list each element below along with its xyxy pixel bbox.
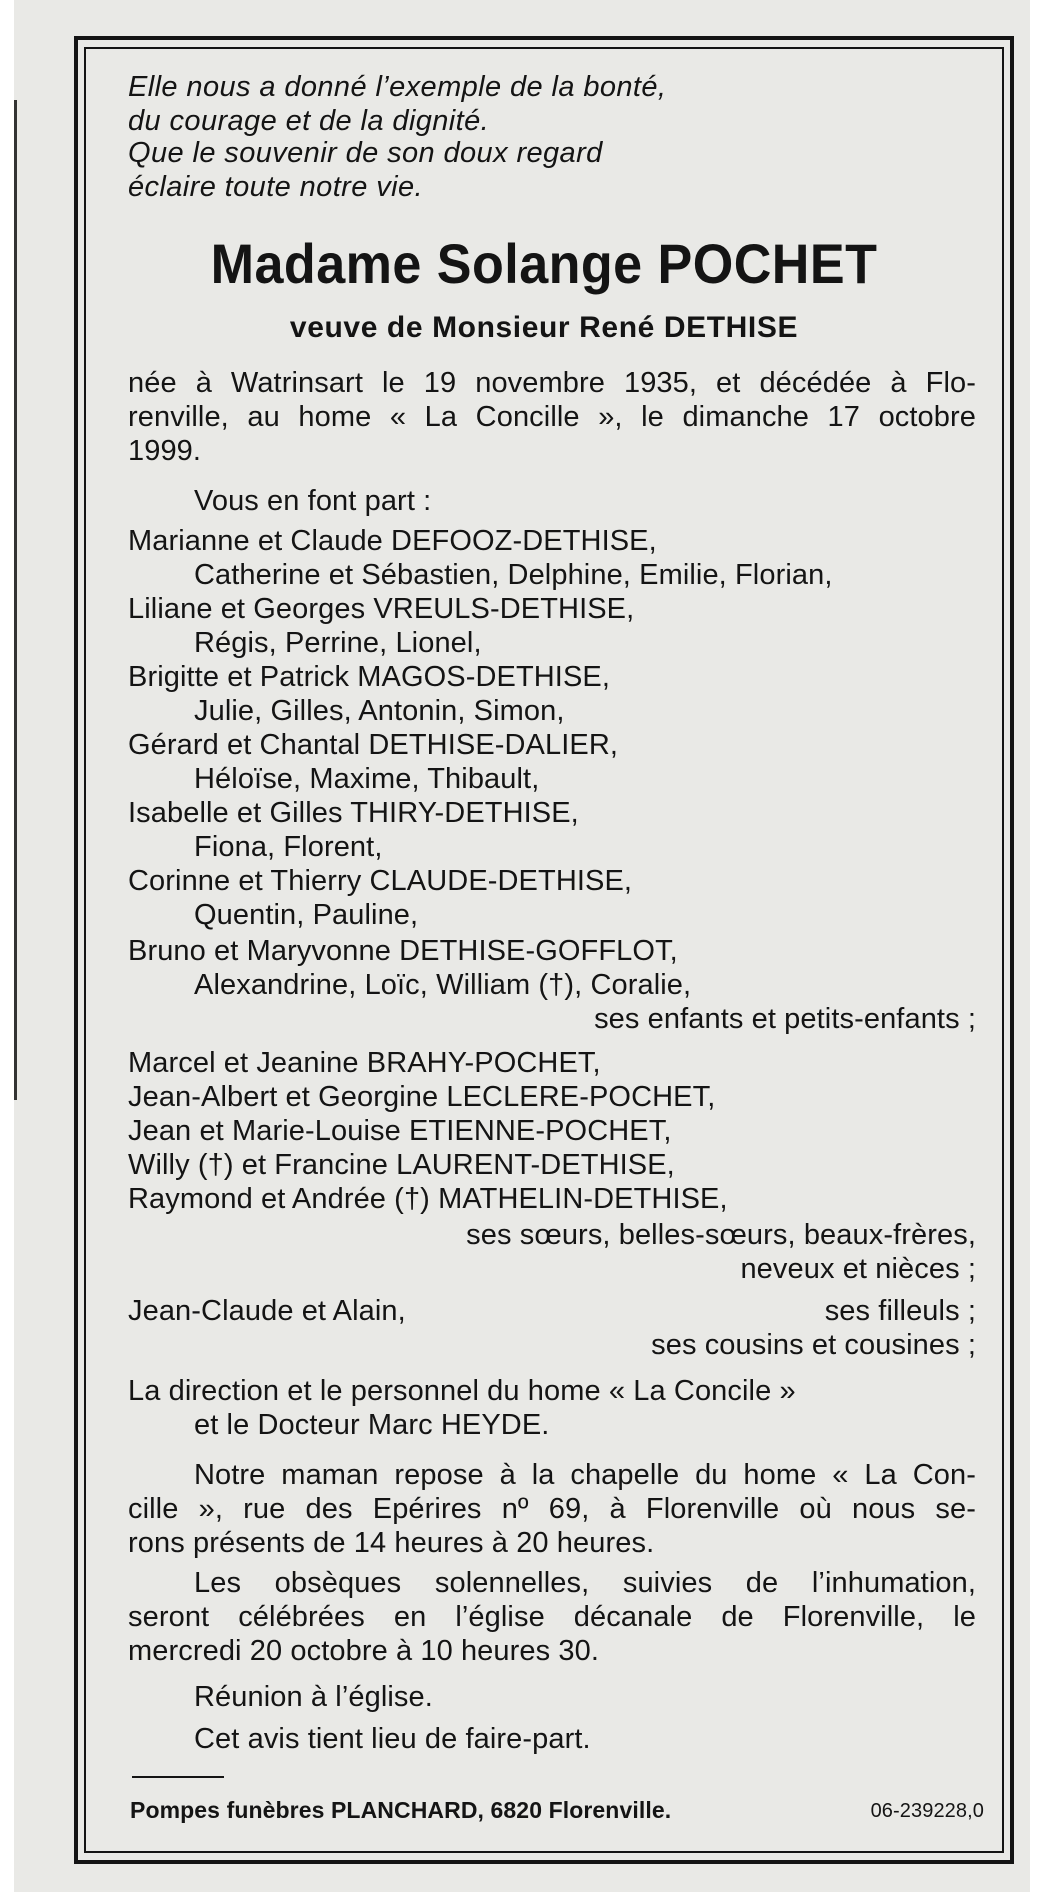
staff-line: et le Docteur Marc HEYDE. bbox=[194, 1409, 550, 1441]
family-parents: Brigitte et Patrick MAGOS-DETHISE, bbox=[128, 661, 610, 693]
family-children: Catherine et Sébastien, Delphine, Emilie, Florian, bbox=[194, 559, 833, 591]
family-parents: Marianne et Claude DEFOOZ-DETHISE, bbox=[128, 525, 657, 557]
family-children: Quentin, Pauline, bbox=[194, 899, 419, 931]
staff-line: La direction et le personnel du home « La Concile » bbox=[128, 1375, 796, 1407]
birth-death-line: renville, au home « La Concille », le dimanche 17 octobre bbox=[128, 401, 976, 433]
family-children: Fiona, Florent, bbox=[194, 831, 383, 863]
notice-line: Cet avis tient lieu de faire-part. bbox=[194, 1723, 591, 1755]
family-parents: Bruno et Maryvonne DETHISE-GOFFLOT, bbox=[128, 935, 678, 967]
meeting-line: Réunion à l’église. bbox=[194, 1681, 433, 1713]
epigraph-line: Que le souvenir de son doux regard bbox=[128, 137, 603, 169]
funeral-home: Pompes funèbres PLANCHARD, 6820 Florenville. bbox=[130, 1797, 672, 1823]
sibling-couple: Jean-Albert et Georgine LECLERE-POCHET, bbox=[128, 1081, 716, 1113]
siblings-label: ses sœurs, belles-sœurs, beaux-frères, bbox=[466, 1219, 976, 1251]
sibling-couple: Willy (†) et Francine LAURENT-DETHISE, bbox=[128, 1149, 675, 1181]
chapel-paragraph: rons présents de 14 heures à 20 heures. bbox=[128, 1527, 655, 1559]
family-children: Héloïse, Maxime, Thibault, bbox=[194, 763, 540, 795]
family-children: Julie, Gilles, Antonin, Simon, bbox=[194, 695, 565, 727]
family-children: Alexandrine, Loïc, William (†), Coralie, bbox=[194, 969, 692, 1001]
children-label: ses enfants et petits-enfants ; bbox=[594, 1003, 976, 1035]
birth-death-line: 1999. bbox=[128, 435, 202, 467]
family-parents: Gérard et Chantal DETHISE-DALIER, bbox=[128, 729, 619, 761]
adjacent-clipping-edge bbox=[0, 100, 17, 1100]
funeral-paragraph: seront célébrées en l’église décanale de Florenville, le bbox=[128, 1601, 976, 1633]
sibling-couple: Marcel et Jeanine BRAHY-POCHET, bbox=[128, 1047, 601, 1079]
sibling-couple: Jean et Marie-Louise ETIENNE-POCHET, bbox=[128, 1115, 672, 1147]
chapel-paragraph: Notre maman repose à la chapelle du home « La Con- bbox=[194, 1459, 976, 1491]
siblings-label: neveux et nièces ; bbox=[740, 1253, 976, 1285]
sibling-couple: Raymond et Andrée (†) MATHELIN-DETHISE, bbox=[128, 1183, 728, 1215]
reference-number: 06-239228,0 bbox=[870, 1800, 984, 1822]
birth-death-line: née à Watrinsart le 19 novembre 1935, et décédée à Flo- bbox=[128, 367, 976, 399]
godchildren: Jean-Claude et Alain, bbox=[128, 1295, 406, 1327]
spouse-line: veuve de Monsieur René DETHISE bbox=[289, 311, 799, 344]
family-parents: Isabelle et Gilles THIRY-DETHISE, bbox=[128, 797, 579, 829]
family-children: Régis, Perrine, Lionel, bbox=[194, 627, 482, 659]
family-parents: Liliane et Georges VREULS-DETHISE, bbox=[128, 593, 635, 625]
deceased-name: Madame Solange POCHET bbox=[210, 232, 878, 295]
chapel-paragraph: cille », rue des Epérires nº 69, à Florenville où nous se- bbox=[128, 1493, 976, 1525]
announcement-intro: Vous en font part : bbox=[194, 485, 432, 517]
godchildren-label: ses filleuls ; bbox=[824, 1295, 976, 1327]
epigraph-line: Elle nous a donné l’exemple de la bonté, bbox=[128, 71, 667, 103]
epigraph-line: du courage et de la dignité. bbox=[128, 105, 490, 137]
footer-rule bbox=[132, 1776, 224, 1778]
family-parents: Corinne et Thierry CLAUDE-DETHISE, bbox=[128, 865, 633, 897]
funeral-paragraph: mercredi 20 octobre à 10 heures 30. bbox=[128, 1635, 599, 1667]
funeral-paragraph: Les obsèques solennelles, suivies de l’inhumation, bbox=[194, 1567, 976, 1599]
epigraph-line: éclaire toute notre vie. bbox=[128, 171, 423, 203]
cousins-label: ses cousins et cousines ; bbox=[651, 1329, 976, 1361]
